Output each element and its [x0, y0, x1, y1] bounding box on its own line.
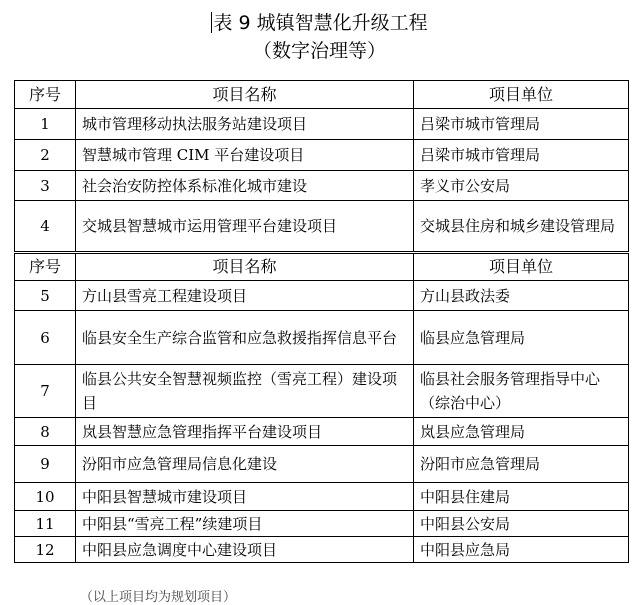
header-unit: 项目单位 — [414, 253, 629, 281]
row-no: 2 — [15, 140, 76, 171]
header-name: 项目名称 — [76, 253, 414, 281]
header-row — [15, 253, 629, 281]
table-row — [15, 311, 629, 365]
row-no: 3 — [15, 171, 76, 201]
row-unit: 方山县政法委 — [414, 281, 629, 311]
row-unit: 岚县应急管理局 — [414, 418, 629, 446]
table-row — [15, 511, 629, 537]
table-row — [15, 140, 629, 171]
table-row — [15, 446, 629, 483]
table-row — [15, 537, 629, 563]
row-no: 10 — [15, 483, 76, 511]
table-subtitle: （数字治理等） — [252, 40, 386, 62]
row-name: 交城县智慧城市运用管理平台建设项目 — [76, 201, 414, 253]
row-name: 智慧城市管理 CIM 平台建设项目 — [76, 140, 414, 171]
row-unit: 交城县住房和城乡建设管理局 — [414, 201, 629, 253]
row-no: 8 — [15, 418, 76, 446]
header-no: 序号 — [15, 81, 76, 109]
row-unit: 孝义市公安局 — [414, 171, 629, 201]
row-no: 5 — [15, 281, 76, 311]
table-row — [15, 418, 629, 446]
row-unit: 中阳县住建局 — [414, 483, 629, 511]
header-name: 项目名称 — [76, 81, 414, 109]
table-row — [15, 365, 629, 418]
header-unit: 项目单位 — [414, 81, 629, 109]
row-unit: 中阳县公安局 — [414, 511, 629, 537]
table-row — [15, 109, 629, 140]
row-name: 方山县雪亮工程建设项目 — [76, 281, 414, 311]
row-name: 临县安全生产综合监管和应急救援指挥信息平台 — [76, 311, 414, 365]
row-no: 6 — [15, 311, 76, 365]
row-no: 4 — [15, 201, 76, 253]
row-name: 岚县智慧应急管理指挥平台建设项目 — [76, 418, 414, 446]
row-name: 社会治安防控体系标准化城市建设 — [76, 171, 414, 201]
table-row — [15, 171, 629, 201]
projects-table — [14, 80, 629, 563]
table-row — [15, 201, 629, 253]
row-no: 11 — [15, 511, 76, 537]
row-no: 12 — [15, 537, 76, 563]
header-no: 序号 — [15, 253, 76, 281]
row-no: 7 — [15, 365, 76, 418]
row-unit: 汾阳市应急管理局 — [414, 446, 629, 483]
row-unit: 吕梁市城市管理局 — [414, 140, 629, 171]
row-no: 9 — [15, 446, 76, 483]
row-name: 城市管理移动执法服务站建设项目 — [76, 109, 414, 140]
row-unit: 吕梁市城市管理局 — [414, 109, 629, 140]
row-unit: 临县社会服务管理指导中心（综治中心） — [414, 365, 629, 418]
row-name: 中阳县智慧城市建设项目 — [76, 483, 414, 511]
table-row — [15, 281, 629, 311]
footer-note: （以上项目均为规划项目） — [80, 590, 237, 605]
row-unit: 临县应急管理局 — [414, 311, 629, 365]
row-name: 临县公共安全智慧视频监控（雪亮工程）建设项目 — [76, 365, 414, 418]
table-row — [15, 483, 629, 511]
row-no: 1 — [15, 109, 76, 140]
row-name: 中阳县应急调度中心建设项目 — [76, 537, 414, 563]
row-name: 中阳县“雪亮工程”续建项目 — [76, 511, 414, 537]
table-title: 表 9 城镇智慧化升级工程 — [213, 12, 428, 34]
header-row — [15, 81, 629, 109]
row-name: 汾阳市应急管理局信息化建设 — [76, 446, 414, 483]
row-unit: 中阳县应急局 — [414, 537, 629, 563]
